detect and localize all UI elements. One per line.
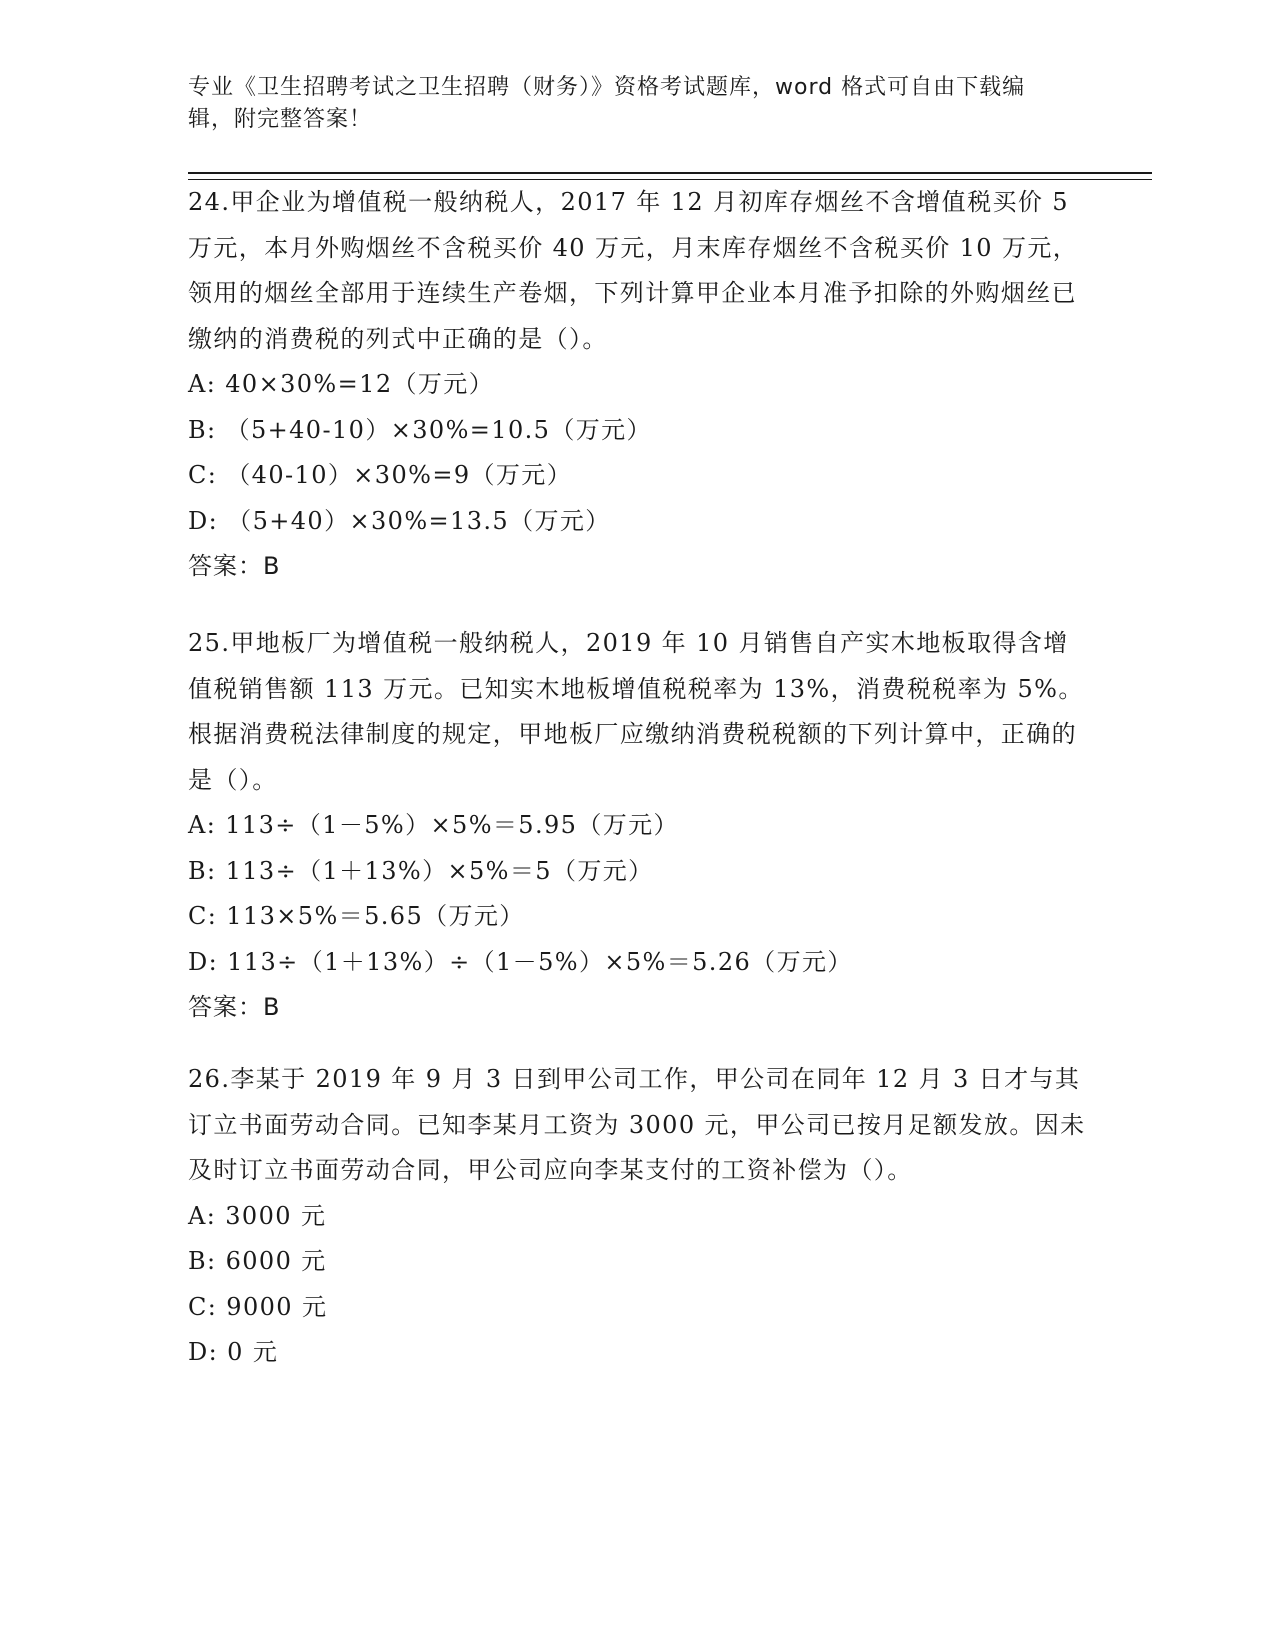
question-stem: 25.甲地板厂为增值税一般纳税人，2019 年 10 月销售自产实木地板取得含增值税销售额 113 万元。已知实木地板增值税税率为 13%，消费税税率为 5%。根据消费税法律制度的规定，甲地板厂应缴纳消费税税额的下列计算中，正确的是（）。: [188, 629, 1084, 794]
option-text: 9000 元: [226, 1292, 328, 1321]
option-a: [188, 362, 1088, 408]
option-key: D: [188, 506, 209, 535]
option-d: [188, 940, 1088, 986]
option-text: 0 元: [227, 1338, 279, 1366]
option-b: [188, 408, 1088, 454]
answer-line: 答案：B: [188, 993, 281, 1021]
option-key: B: [188, 856, 208, 885]
option-b: [188, 849, 1088, 895]
question-24: [188, 180, 1088, 590]
option-text: 113÷（1－5%）×5%＝5.95（万元）: [225, 811, 679, 839]
option-d: [188, 1330, 1088, 1376]
option-text: 3000 元: [225, 1201, 327, 1230]
option-separator: :: [207, 856, 226, 885]
option-text: （40-10）×30%=9（万元）: [226, 461, 573, 489]
option-text: （5+40-10）×30%=10.5（万元）: [225, 415, 652, 444]
option-separator: :: [207, 1292, 227, 1321]
option-key: A: [188, 811, 207, 839]
option-a: [188, 1194, 1088, 1240]
option-d: [188, 499, 1088, 545]
question-stem: 26.李某于 2019 年 9 月 3 日到甲公司工作，甲公司在同年 12 月 3 日才与其订立书面劳动合同。已知李某月工资为 3000 元，甲公司已按月足额发放。因未及时订立书面劳动合同，甲公司应向李某支付的工资补偿为（）。: [188, 1065, 1086, 1184]
option-key: C: [188, 1292, 208, 1321]
option-key: B: [188, 415, 208, 444]
option-text: 6000 元: [225, 1247, 327, 1275]
answer-line: 答案：B: [188, 552, 281, 580]
option-key: A: [188, 1201, 207, 1230]
option-key: C: [188, 902, 208, 930]
option-text: 113÷（1＋13%）×5%＝5（万元）: [225, 856, 654, 885]
header-rule-thick: [188, 172, 1152, 174]
option-separator: :: [208, 1338, 228, 1366]
option-separator: :: [206, 811, 226, 839]
option-key: A: [188, 370, 207, 398]
option-separator: :: [207, 902, 227, 930]
option-separator: :: [207, 1247, 226, 1275]
document-header: 专业《卫生招聘考试之卫生招聘（财务）》资格考试题库，word 格式可自由下载编辑，附完整答案！: [188, 75, 1026, 132]
option-key: B: [188, 1247, 208, 1275]
option-separator: :: [208, 947, 228, 976]
option-c: [188, 453, 1088, 499]
option-b: [188, 1239, 1088, 1285]
option-key: C: [188, 461, 208, 489]
option-separator: :: [208, 506, 228, 535]
option-text: （5+40）×30%=13.5（万元）: [227, 506, 611, 535]
option-text: 113×5%＝5.65（万元）: [226, 902, 525, 930]
option-separator: :: [206, 370, 226, 398]
option-c: [188, 894, 1088, 940]
question-stem: 24.甲企业为增值税一般纳税人，2017 年 12 月初库存烟丝不含增值税买价 5 万元，本月外购烟丝不含税买价 40 万元，月末库存烟丝不含税买价 10 万元，领用的烟丝全部用于连续生产卷烟，下列计算甲企业本月准予扣除的外购烟丝已缴纳的消费税的列式中正确的是（）。: [188, 188, 1079, 353]
option-text: 113÷（1＋13%）÷（1－5%）×5%＝5.26（万元）: [227, 947, 853, 976]
option-key: D: [188, 947, 209, 976]
option-text: 40×30%=12（万元）: [225, 370, 495, 398]
option-c: [188, 1285, 1088, 1331]
question-25: [188, 621, 1088, 1031]
option-separator: :: [207, 461, 227, 489]
option-a: [188, 803, 1088, 849]
option-key: D: [188, 1338, 209, 1366]
option-separator: :: [207, 415, 226, 444]
option-separator: :: [206, 1201, 226, 1230]
question-26: [188, 1057, 1088, 1376]
